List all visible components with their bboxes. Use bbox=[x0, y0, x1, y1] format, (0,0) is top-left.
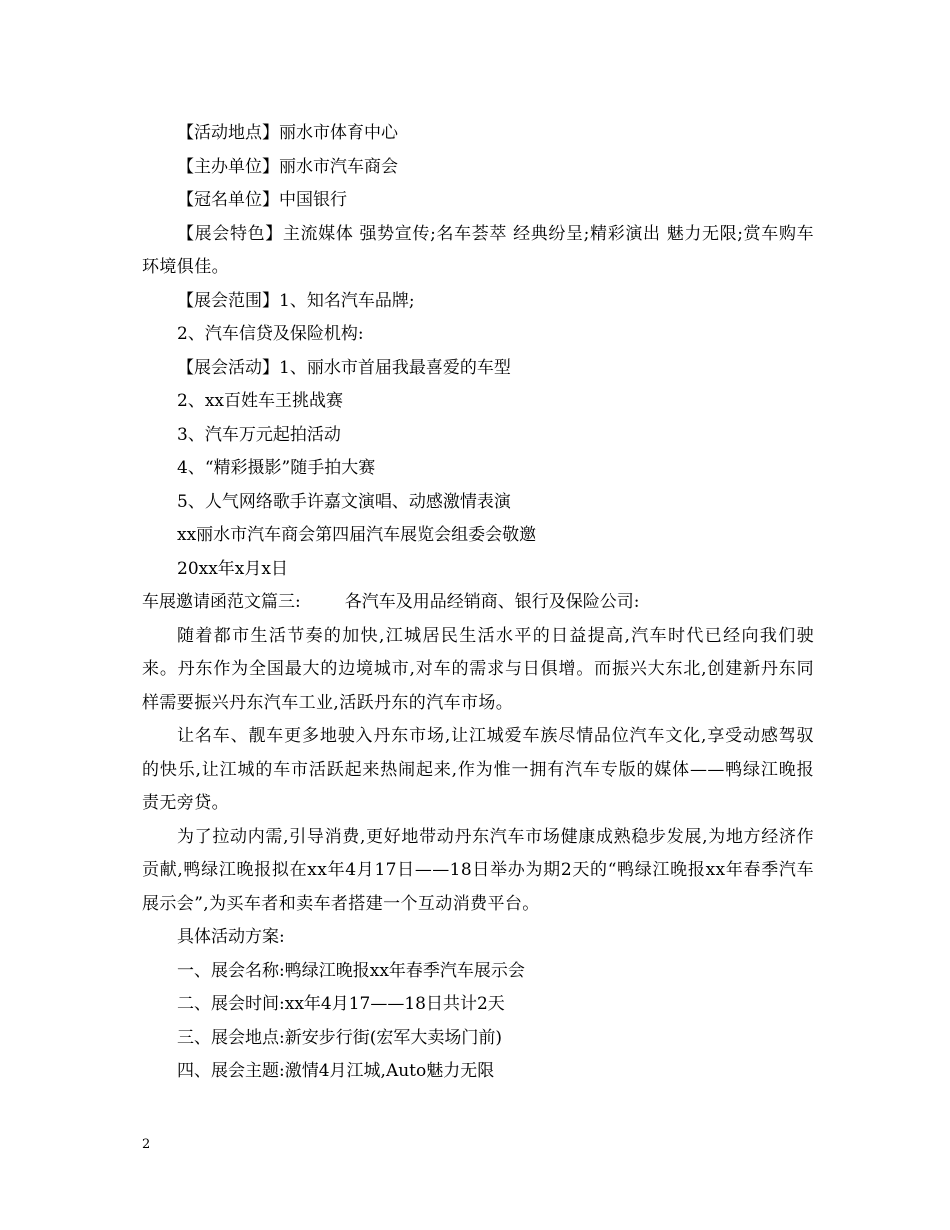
text-line: 【展会活动】1、丽水市首届我最喜爱的车型 bbox=[177, 357, 511, 378]
text-line: 一、展会名称:鸭绿江晚报xx年春季汽车展示会 bbox=[177, 960, 525, 981]
document-body bbox=[142, 117, 814, 1089]
text-line: 【冠名单位】中国银行 bbox=[177, 190, 347, 210]
text-line: 2、汽车信贷及保险机构: bbox=[177, 324, 364, 344]
text-line: 【展会范围】1、知名汽车品牌; bbox=[177, 290, 415, 311]
text-line: 【主办单位】丽水市汽车商会 bbox=[177, 156, 398, 177]
text-line: 3、汽车万元起拍活动 bbox=[177, 424, 341, 445]
section-heading: 车展邀请函范文篇三: bbox=[142, 592, 301, 612]
text-paragraph: 为了拉动内需,引导消费,更好地带动丹东汽车市场健康成熟稳步发展,为地方经济作贡献,鸭绿江晚报拟在xx年4月17日——18日举办为期2天的“鸭绿江晚报xx年春季汽车展示会”,为买车者和卖车者搭建一个互动消费平台。 bbox=[142, 826, 814, 914]
text-line: 5、人气网络歌手许嘉文演唱、动感激情表演 bbox=[177, 491, 511, 512]
text-line: 【活动地点】丽水市体育中心 bbox=[177, 123, 398, 143]
text-line: xx丽水市汽车商会第四届汽车展览会组委会敬邀 bbox=[177, 525, 537, 545]
page-number: 2 bbox=[142, 1137, 151, 1152]
text-line: 2、xx百姓车王挑战赛 bbox=[177, 391, 343, 411]
text-line: 三、展会地点:新安步行街(宏军大卖场门前) bbox=[177, 1027, 502, 1048]
section-heading-line bbox=[142, 586, 814, 620]
text-line: 四、展会主题:激情4月江城,Auto魅力无限 bbox=[177, 1061, 495, 1081]
salutation: 各汽车及用品经销商、银行及保险公司: bbox=[344, 592, 640, 612]
text-line: 20xx年x月x日 bbox=[177, 558, 288, 579]
text-line: 二、展会时间:xx年4月17——18日共计2天 bbox=[177, 994, 505, 1014]
text-line: 具体活动方案: bbox=[177, 927, 285, 947]
text-paragraph: 随着都市生活节奏的加快,江城居民生活水平的日益提高,汽车时代已经向我们驶来。丹东作为全国最大的边境城市,对车的需求与日俱增。而振兴大东北,创建新丹东同样需要振兴丹东汽车工业,活跃丹东的汽车市场。 bbox=[142, 625, 814, 713]
text-line: 4、“精彩摄影”随手拍大赛 bbox=[177, 458, 376, 478]
text-paragraph: 让名车、靓车更多地驶入丹东市场,让江城爱车族尽情品位汽车文化,享受动感驾驭的快乐,让江城的车市活跃起来热闹起来,作为惟一拥有汽车专版的媒体——鸭绿江晚报责无旁贷。 bbox=[142, 726, 814, 813]
text-paragraph: 【展会特色】主流媒体 强势宣传;名车荟萃 经典纷呈;精彩演出 魅力无限;赏车购车 环境俱佳。 bbox=[142, 223, 814, 277]
